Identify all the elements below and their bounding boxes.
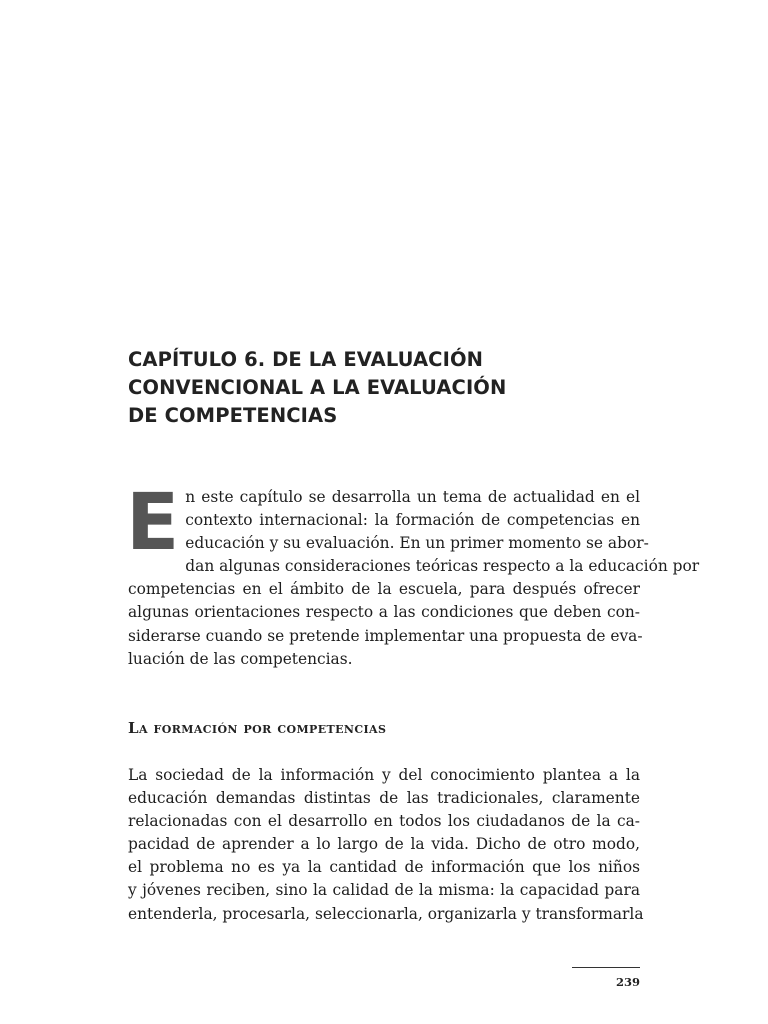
intro-line: luación de las competencias. bbox=[128, 649, 353, 668]
body-line: La sociedad de la información y del conocimiento plantea a la bbox=[128, 766, 640, 784]
body-line: entenderla, procesarla, seleccionarla, organizarla y transformarla bbox=[128, 904, 644, 923]
intro-line: educación y su evaluación. En un primer momento se abor- bbox=[185, 534, 649, 553]
intro-line: algunas orientaciones respecto a las condiciones que deben con- bbox=[128, 603, 640, 622]
body-line: educación demandas distintas de las tradicionales, claramente bbox=[128, 789, 640, 808]
intro-line: competencias en el ámbito de la escuela, para después ofrecer bbox=[128, 580, 640, 599]
chapter-title-line-3: DE COMPETENCIAS bbox=[128, 404, 338, 427]
intro-line: n este capítulo se desarrolla un tema de actualidad en el bbox=[185, 488, 640, 506]
footer-divider bbox=[572, 967, 640, 968]
intro-paragraph bbox=[126, 478, 700, 671]
chapter-title-line-1: CAPÍTULO 6. DE LA EVALUACIÓN bbox=[128, 348, 484, 371]
body-line: pacidad de aprender a lo largo de la vida. Dicho de otro modo, bbox=[128, 835, 640, 854]
intro-line: dan algunas consideraciones teóricas respecto a la educación por bbox=[185, 557, 700, 576]
chapter-title-line-2: CONVENCIONAL A LA EVALUACIÓN bbox=[128, 376, 507, 399]
intro-line: contexto internacional: la formación de competencias en bbox=[185, 511, 640, 530]
page-number: 239 bbox=[615, 975, 640, 989]
body-line: y jóvenes reciben, sino la calidad de la misma: la capacidad para bbox=[128, 881, 640, 900]
body-paragraph bbox=[128, 764, 644, 926]
body-line: relacionadas con el desarrollo en todos los ciudadanos de la ca- bbox=[128, 812, 640, 831]
body-line: el problema no es ya la cantidad de información que los niños bbox=[128, 858, 640, 877]
chapter-title bbox=[128, 346, 648, 430]
section-heading: La formación por competencias bbox=[128, 719, 387, 737]
intro-line: siderarse cuando se pretende implementar una propuesta de eva- bbox=[128, 626, 643, 645]
drop-cap: E bbox=[126, 478, 180, 568]
